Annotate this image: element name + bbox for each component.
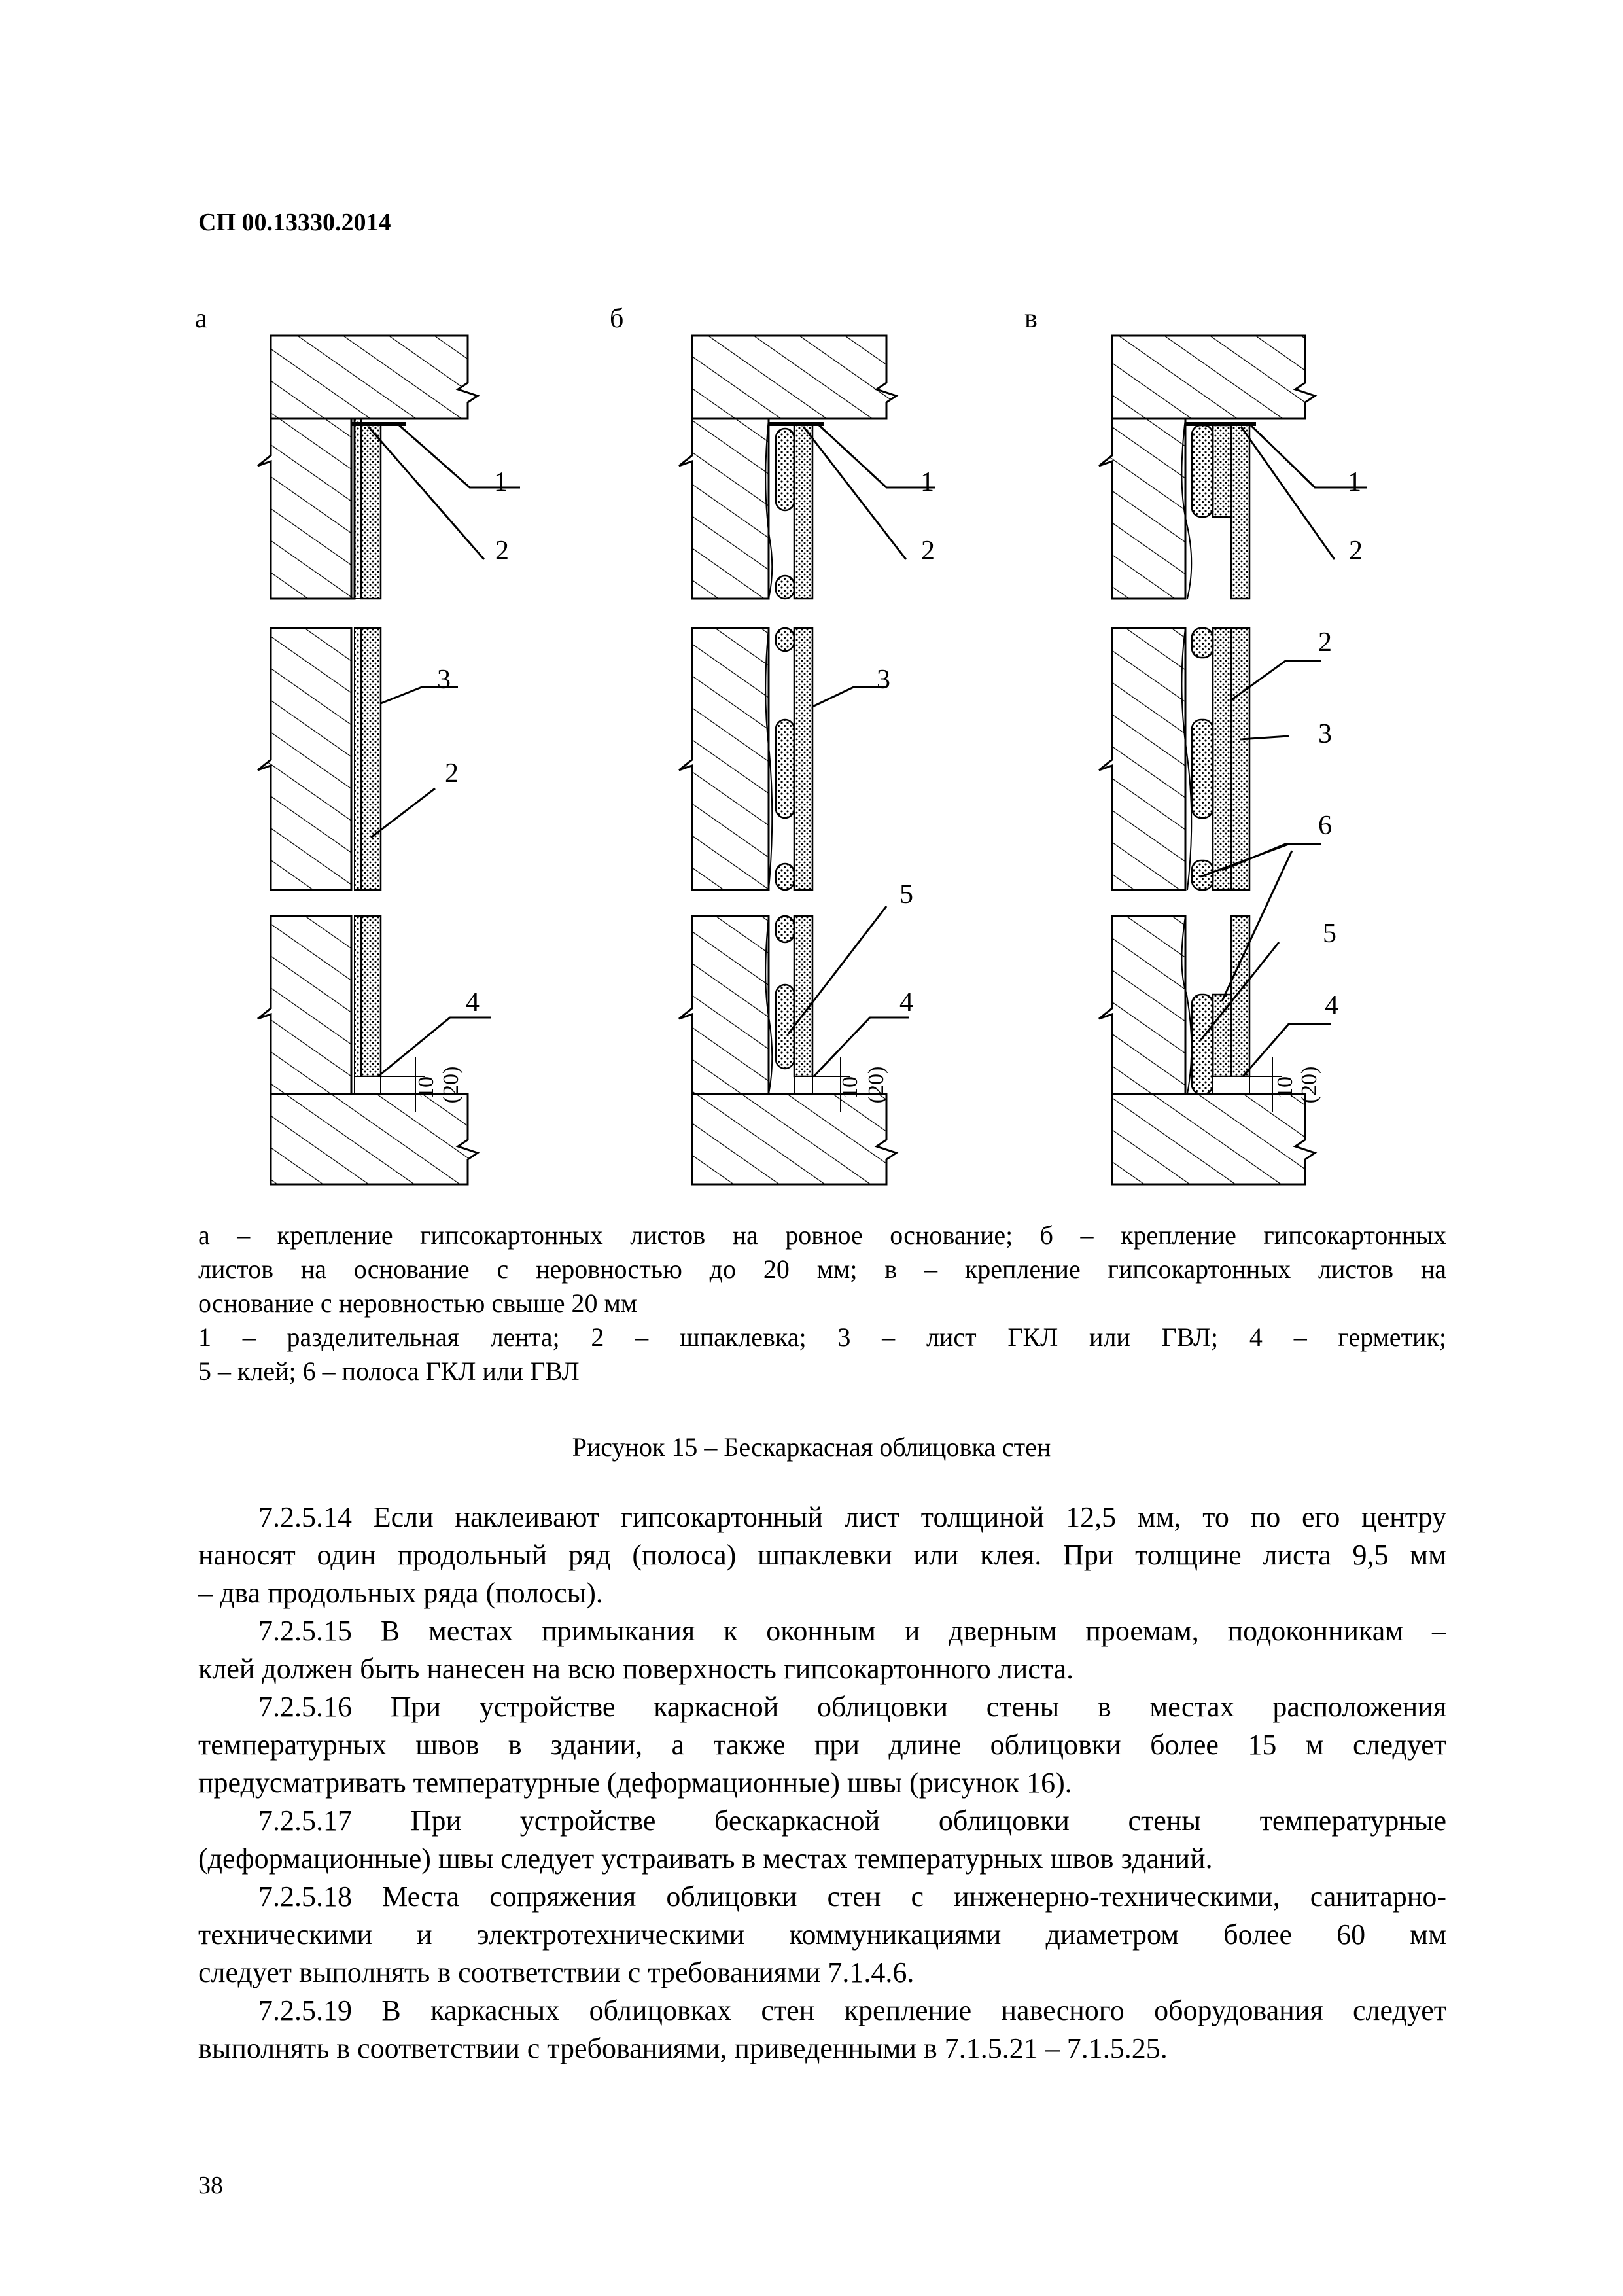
paragraph-line: 7.2.5.17 При устройстве бескаркасной облицовки стены температурные (258, 1805, 1446, 1837)
dim-b-10: 10 (838, 1076, 862, 1099)
paragraph-line: предусматривать температурные (деформационные) швы (рисунок 16). (198, 1767, 1072, 1799)
legend-line: а – крепление гипсокартонных листов на ровное основание; б – крепление гипсокартонных (198, 1220, 1446, 1250)
paragraph-line: следует выполнять в соответствии с требованиями 7.1.4.6. (198, 1956, 915, 1988)
callout-v-6: 6 (1318, 811, 1332, 841)
callout-v-5: 5 (1323, 919, 1336, 949)
panel-a (258, 336, 520, 1184)
callout-a-2b: 2 (445, 758, 459, 788)
legend-line: 1 – разделительная лента; 2 – шпаклевка; 3 – лист ГКЛ или ГВЛ; 4 – герметик; (198, 1322, 1446, 1352)
callout-b-2: 2 (921, 536, 935, 566)
paragraph-line: – два продольных ряда (полосы). (198, 1577, 603, 1609)
callout-a-3: 3 (437, 665, 451, 695)
callout-v-2: 2 (1349, 536, 1363, 566)
panel-label-v: в (1024, 304, 1038, 334)
callout-a-1: 1 (494, 467, 508, 497)
callout-a-2: 2 (495, 536, 509, 566)
callout-b-3: 3 (877, 665, 890, 695)
paragraph-line: клей должен быть нанесен на всю поверхность гипсокартонного листа. (198, 1653, 1074, 1685)
dim-v-20: (20) (1297, 1066, 1321, 1104)
paragraph-line: 7.2.5.14 Если наклеивают гипсокартонный лист толщиной 12,5 мм, то по его центру (258, 1501, 1446, 1533)
dim-b-20: (20) (864, 1066, 888, 1104)
paragraph-line: наносят один продольный ряд (полоса) шпаклевки или клея. При толщине листа 9,5 мм (198, 1539, 1446, 1571)
callout-v-2b: 2 (1318, 627, 1332, 658)
legend-line: 5 – клей; 6 – полоса ГКЛ или ГВЛ (198, 1356, 580, 1386)
callout-v-4: 4 (1325, 991, 1338, 1021)
document-code-header: СП 00.13330.2014 (198, 209, 391, 236)
dim-v-10: 10 (1273, 1076, 1297, 1099)
callout-v-3: 3 (1318, 719, 1332, 749)
callout-a-4: 4 (466, 987, 480, 1017)
paragraph-line: 7.2.5.16 При устройстве каркасной облицовки стены в местах расположения (258, 1691, 1446, 1723)
legend-line: основание с неровностью свыше 20 мм (198, 1288, 638, 1318)
page-number: 38 (198, 2172, 223, 2199)
panel-b (679, 336, 935, 1184)
panel-label-b: б (610, 304, 624, 334)
paragraph-line: выполнять в соответствии с требованиями, приведенными в 7.1.5.21 – 7.1.5.25. (198, 2032, 1168, 2064)
paragraph-line: 7.2.5.18 Места сопряжения облицовки стен с инженерно-техническими, санитарно- (258, 1881, 1446, 1913)
paragraph-line: 7.2.5.15 В местах примыкания к оконным и дверным проемам, подоконникам – (258, 1615, 1446, 1647)
callout-v-1: 1 (1348, 467, 1361, 497)
dim-a-10: 10 (414, 1076, 438, 1099)
dim-a-20: (20) (439, 1066, 463, 1104)
figure-legend (198, 1218, 1446, 1388)
paragraph-line: техническими и электротехническими коммуникациями диаметром более 60 мм (198, 1918, 1446, 1951)
panel-v (1099, 336, 1367, 1184)
paragraph-line: (деформационные) швы следует устраивать в местах температурных швов зданий. (198, 1843, 1213, 1875)
paragraph-line: 7.2.5.19 В каркасных облицовках стен крепление навесного оборудования следует (258, 1994, 1446, 2026)
legend-line: листов на основание с неровностью до 20 мм; в – крепление гипсокартонных листов на (198, 1254, 1446, 1284)
paragraph-line: температурных швов в здании, а также при длине облицовки более 15 м следует (198, 1729, 1446, 1761)
callout-b-1: 1 (920, 467, 934, 497)
body-text (198, 1498, 1446, 2068)
callout-b-4: 4 (899, 987, 913, 1017)
callout-b-5: 5 (899, 879, 913, 910)
panel-label-a: а (195, 304, 207, 334)
figure-caption: Рисунок 15 – Бескаркасная облицовка стен (572, 1432, 1051, 1462)
